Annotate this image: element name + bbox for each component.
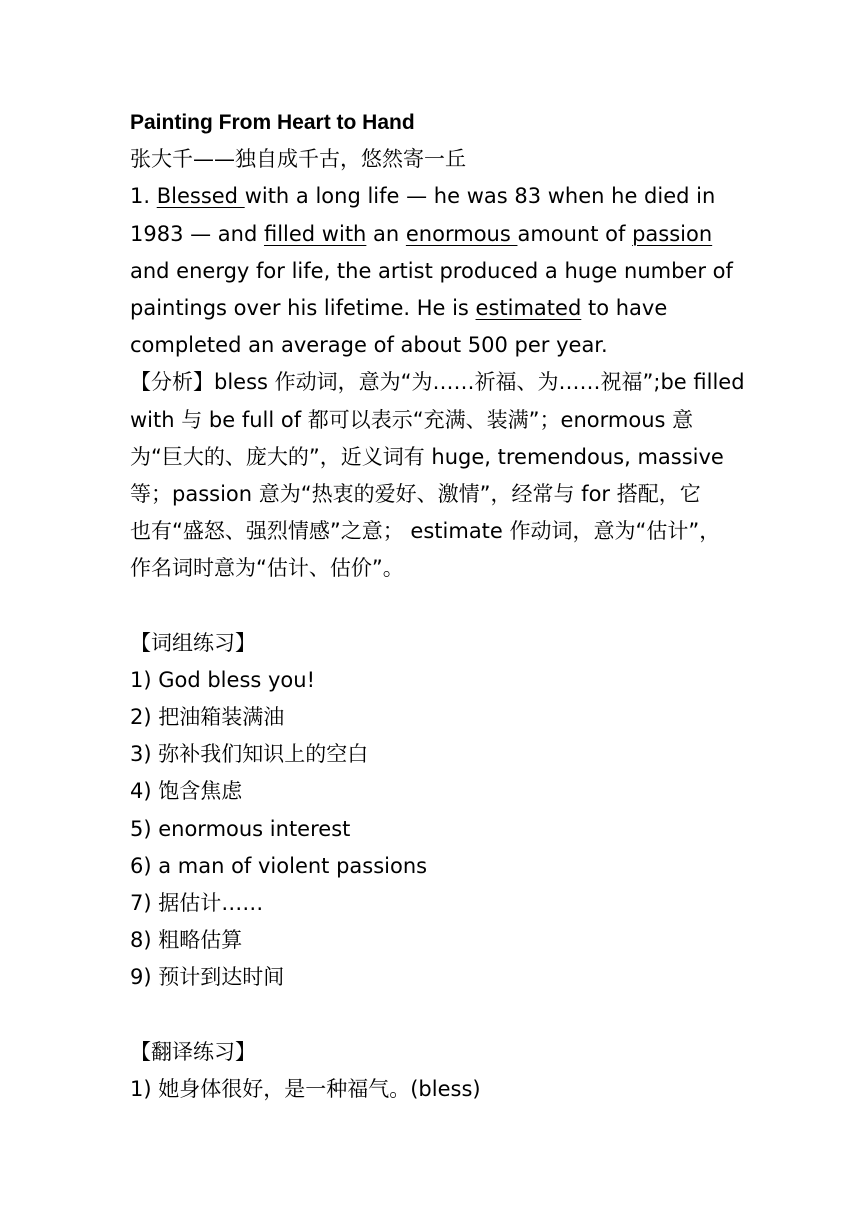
vocab-blessed: Blessed: [156, 184, 245, 209]
passage-line-2: [130, 216, 800, 253]
passage-line-4: [130, 290, 800, 327]
list-item: 8) 粗略估算: [130, 928, 243, 953]
passage-line-5: completed an average of about 500 per year.: [130, 333, 608, 358]
list-item: 5) enormous interest: [130, 816, 351, 841]
analysis-line: 【分析】bless 作动词，意为“为……祈福、为……祝福”;be filled: [130, 370, 745, 395]
spacer: [130, 587, 800, 624]
vocab-estimated: estimated: [475, 295, 582, 320]
analysis-line: 等；passion 意为“热衷的爱好、激情”，经常与 for 搭配，它: [130, 481, 701, 506]
list-item: 1) 她身体很好，是一种福气。(bless): [130, 1076, 481, 1101]
passage-text: amount of: [517, 221, 633, 246]
passage-text: 1983 — and: [130, 221, 264, 246]
phrase-practice-heading: 【词组练习】: [130, 630, 256, 655]
analysis-block: [130, 364, 800, 587]
passage-text: with a long life — he was 83 when he died in: [244, 184, 716, 209]
analysis-line: with 与 be full of 都可以表示“充满、装满”；enormous 意: [130, 407, 694, 432]
list-item: 6) a man of violent passions: [130, 853, 428, 878]
vocab-enormous: enormous: [405, 221, 518, 246]
passage-text: an: [366, 221, 406, 246]
list-item: 9) 预计到达时间: [130, 965, 285, 990]
document-title: Painting From Heart to Hand: [130, 111, 415, 134]
list-item: 7) 据估计……: [130, 890, 264, 915]
list-item: 4) 饱含焦虑: [130, 779, 243, 804]
analysis-line: 也有“盛怒、强烈情感”之意； estimate 作动词，意为“估计”，: [130, 519, 721, 544]
spacer: [130, 997, 800, 1034]
vocab-filled-with: filled with: [263, 221, 367, 246]
translation-practice-heading: 【翻译练习】: [130, 1039, 256, 1064]
list-item: 3) 弥补我们知识上的空白: [130, 742, 369, 767]
list-item: 2) 把油箱装满油: [130, 705, 285, 729]
phrase-list: [130, 662, 800, 997]
passage-text: paintings over his lifetime. He is: [130, 295, 476, 320]
analysis-line: 作名词时意为“估计、估价”。: [130, 556, 404, 581]
vocab-passion: passion: [632, 221, 713, 246]
passage-number: 1.: [130, 184, 157, 209]
passage-line-3: and energy for life, the artist produced a huge number of: [130, 258, 733, 283]
passage-line-1: [130, 178, 800, 215]
list-item: 1) God bless you!: [130, 667, 316, 692]
document-subtitle: 张大千——独自成千古，悠然寄一丘: [130, 147, 466, 172]
passage-text: to have: [581, 295, 668, 320]
translation-list: [130, 1071, 800, 1108]
analysis-line: 为“巨大的、庞大的”，近义词有 huge, tremendous, massive: [130, 444, 724, 469]
